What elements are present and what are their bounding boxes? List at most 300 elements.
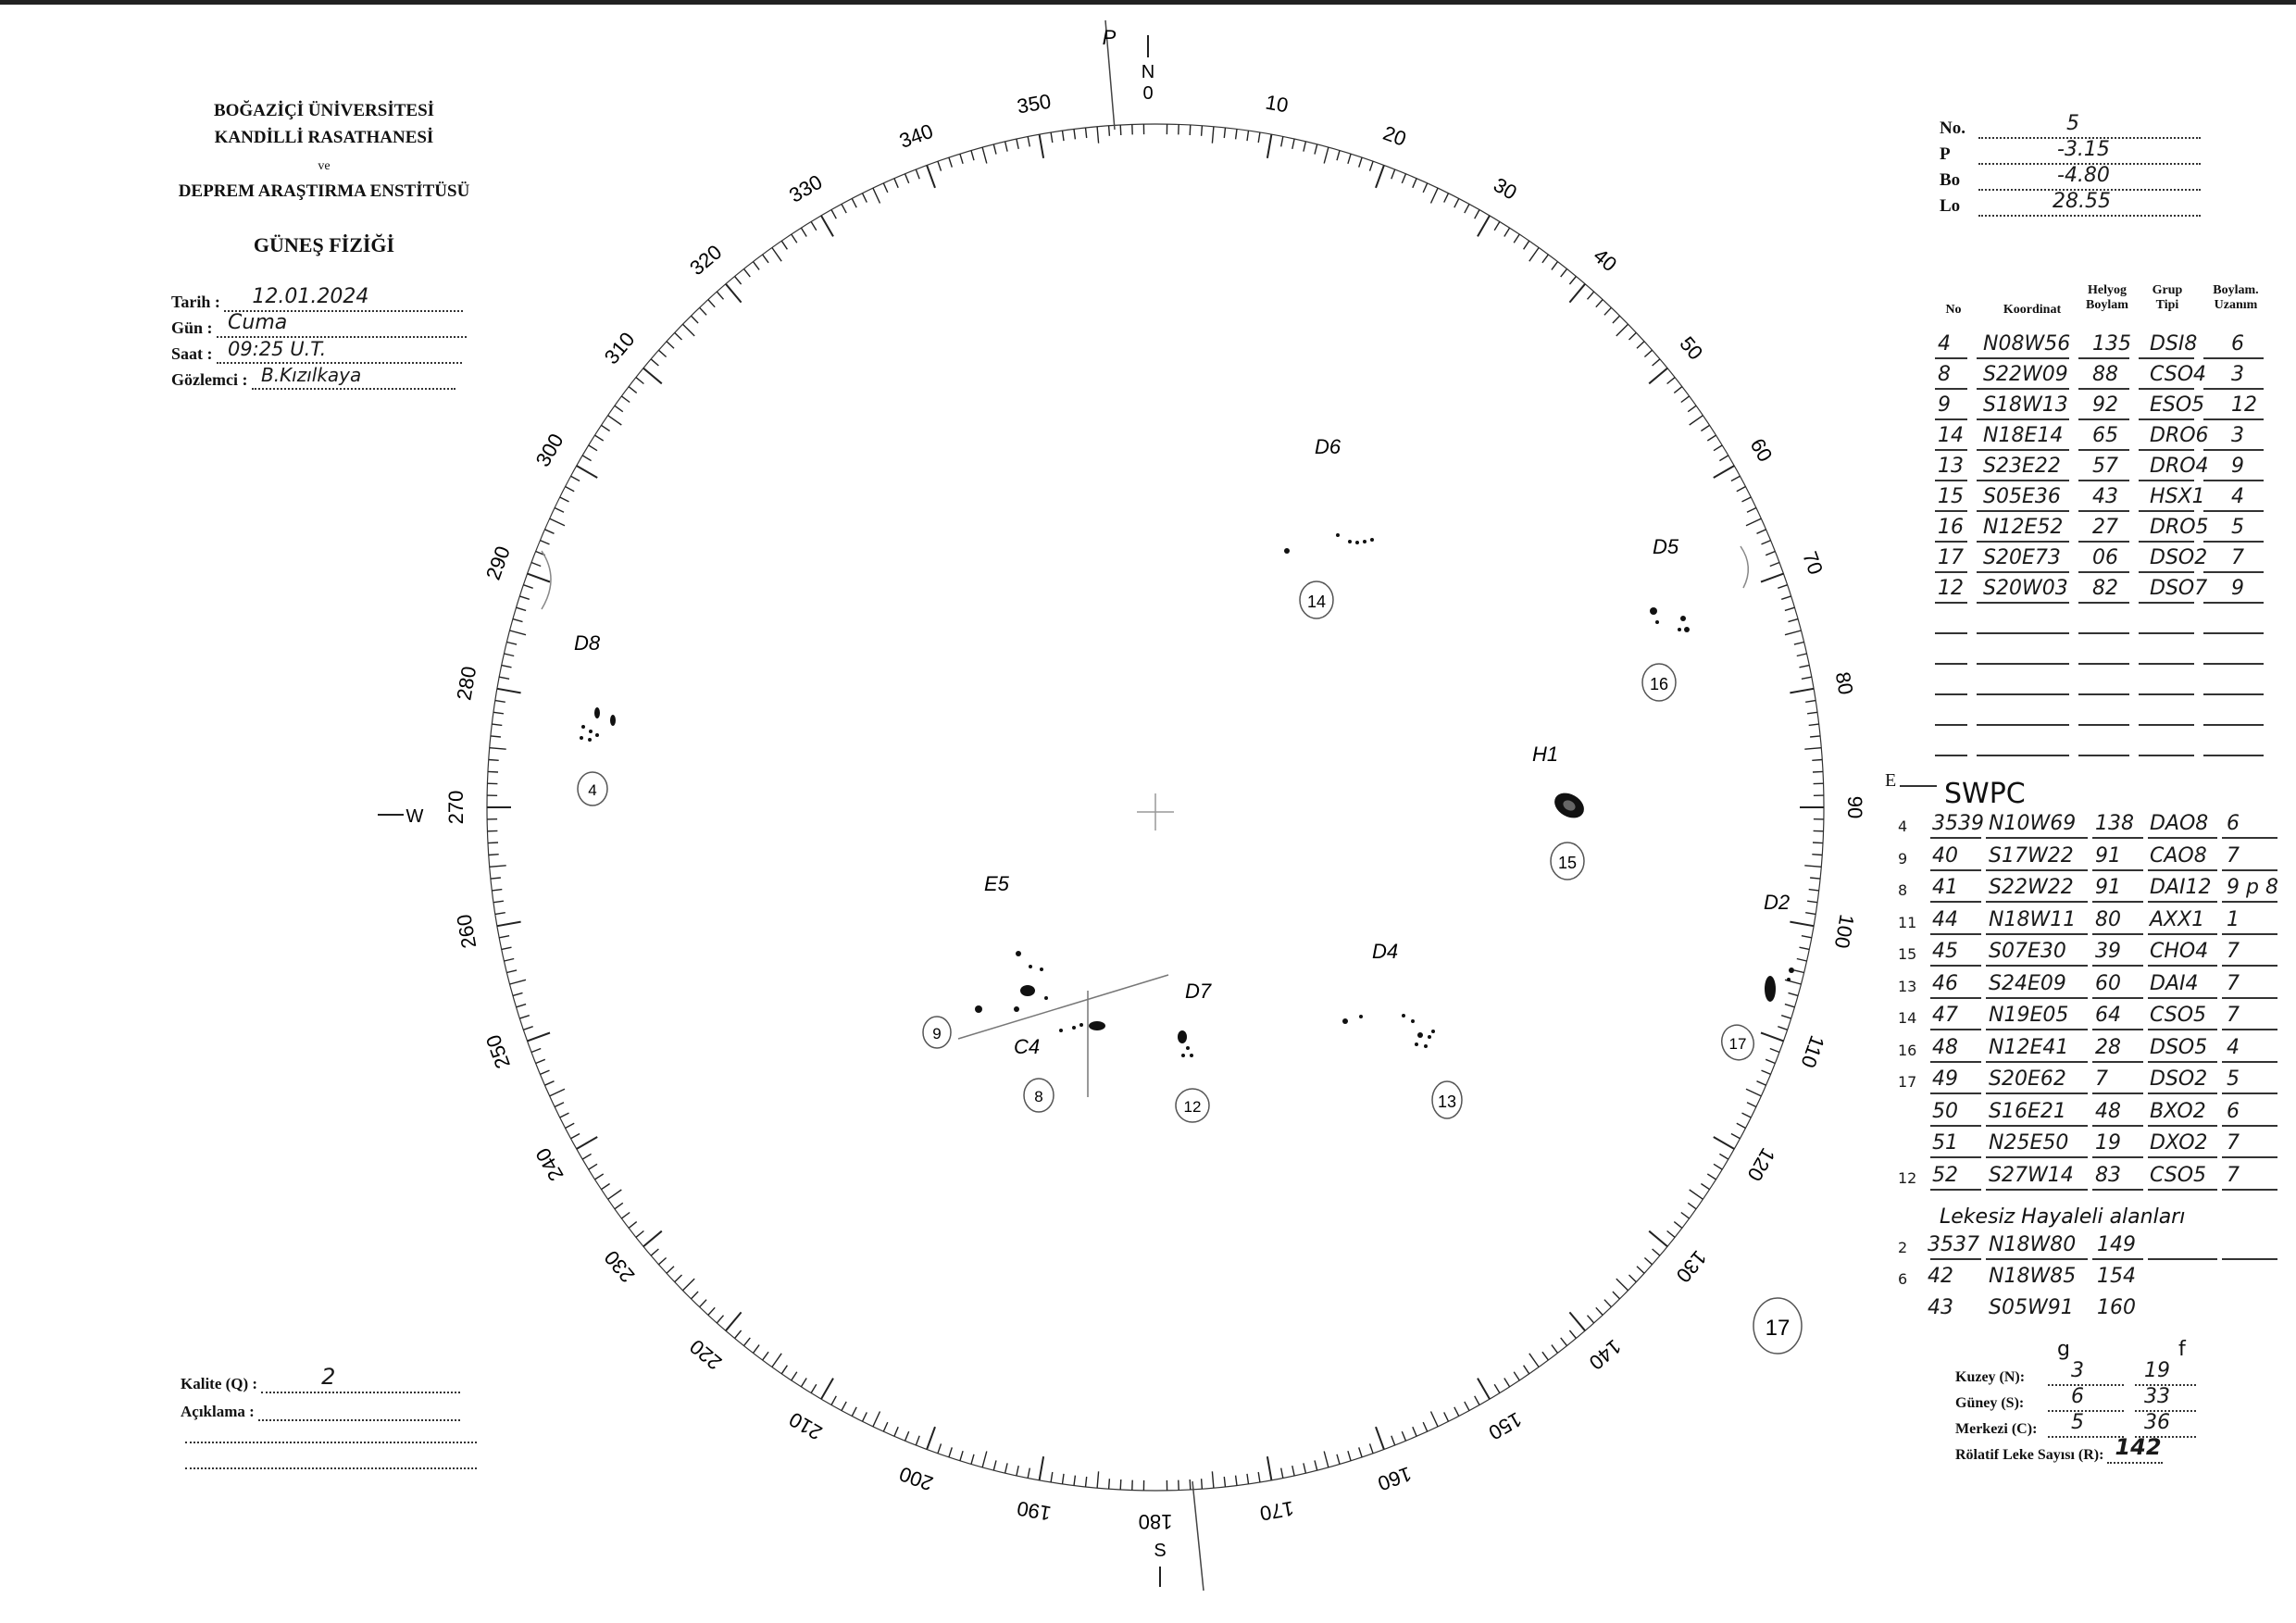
table-cell: 92 [2092, 393, 2118, 417]
scale-tick [571, 1134, 580, 1139]
scale-tick [1454, 1407, 1459, 1417]
swpc-cell: S16E21 [1989, 1099, 2066, 1123]
table-cell: DRO4 [2150, 455, 2209, 478]
scale-tick [1524, 1366, 1529, 1374]
scale-tick [1040, 134, 1044, 158]
scale-tick [1017, 1466, 1018, 1476]
group-label: D6 [1315, 435, 1341, 458]
swpc-cell: 7 [2095, 1067, 2108, 1091]
group-number: 9 [932, 1025, 942, 1042]
swpc-cell: S22W22 [1989, 876, 2074, 899]
table-cell: 57 [2092, 455, 2118, 478]
scale-tick [1613, 316, 1620, 323]
scale-tick [708, 1307, 715, 1315]
scale-tick [1478, 216, 1490, 237]
merkezi-label: Merkezi (C): [1955, 1421, 2038, 1437]
scale-tick [1569, 277, 1576, 285]
group-number: 4 [588, 781, 597, 799]
scale-tick [523, 1027, 532, 1030]
scale-tick [1809, 724, 1819, 725]
scale-tick [1731, 476, 1741, 481]
scale-tick [1028, 1468, 1029, 1479]
scale-tick [735, 1330, 742, 1339]
scale-tick [1212, 1471, 1214, 1488]
table-cell: N12E52 [1983, 516, 2064, 539]
table-cell: 15 [1938, 485, 1964, 508]
scale-tick [1766, 552, 1775, 556]
scale-tick [544, 530, 554, 534]
group-d7 [1176, 980, 1212, 1122]
swpc-cell: 51 [1932, 1131, 1958, 1155]
scale-tick [1785, 630, 1801, 635]
p-axis-line-south [1192, 1481, 1204, 1591]
scale-tick [651, 1249, 658, 1255]
scale-tick [1588, 292, 1594, 299]
scale-tick [1613, 1292, 1620, 1299]
scale-tick [960, 154, 963, 164]
scale-tick [528, 574, 551, 582]
scale-tick [692, 1292, 699, 1299]
scale-tick [1674, 1222, 1682, 1229]
table-cell: S05E36 [1983, 485, 2061, 508]
guney-f: 33 [2144, 1385, 2170, 1408]
scale-tick [493, 712, 504, 714]
scale-tick [1737, 1123, 1746, 1128]
swpc-cell: 46 [1932, 971, 1958, 995]
guney-g: 6 [2071, 1385, 2084, 1408]
scale-tick [1423, 183, 1428, 193]
scale-tick [595, 435, 604, 441]
scale-tick [1454, 198, 1459, 207]
scale-tick [949, 157, 952, 168]
scale-tick [493, 901, 504, 903]
scale-tick [1465, 204, 1469, 213]
swpc-note: Lekesiz Hayaleli alanları [1940, 1205, 2186, 1229]
scale-tick [608, 416, 622, 425]
scale-tick [1324, 1452, 1329, 1467]
scale-tick [1797, 959, 1807, 962]
scale-label: 240 [530, 1143, 568, 1185]
scale-tick [852, 198, 856, 207]
scale-label: 120 [1742, 1143, 1780, 1185]
scale-label: 40 [1589, 243, 1622, 277]
scale-tick [1569, 1330, 1576, 1339]
scale-tick [916, 169, 919, 179]
scale-label: 30 [1489, 172, 1521, 205]
scale-tick [531, 563, 541, 567]
scale-tick [1649, 368, 1667, 384]
scale-tick [489, 760, 499, 761]
circled-number: 16 [1898, 1041, 1917, 1059]
swpc-cell: 1 [2227, 907, 2240, 931]
group-e5 [923, 872, 1048, 1048]
scale-tick [1637, 342, 1644, 349]
scale-tick [1719, 456, 1728, 461]
scale-tick [1281, 137, 1283, 147]
scale-tick [1746, 1089, 1761, 1096]
scale-tick [993, 144, 996, 155]
scale-tick [615, 1203, 623, 1209]
no-value: 5 [2066, 112, 2079, 135]
swpc-extra-cell: 149 [2097, 1233, 2136, 1256]
group-d5 [1642, 535, 1690, 701]
swpc-cell: CSO5 [2150, 1163, 2207, 1187]
scale-tick [577, 1137, 598, 1149]
scale-tick [1644, 350, 1652, 356]
table-cell: 6 [2231, 332, 2244, 356]
scale-tick [1813, 771, 1823, 772]
swpc-extra-cell: N18W85 [1989, 1265, 2077, 1288]
circled-number: 4 [1898, 818, 1908, 835]
table-cell: 06 [2092, 546, 2118, 569]
swpc-cell: 52 [1932, 1163, 1958, 1187]
scale-tick [1681, 396, 1690, 403]
scale-tick [842, 204, 846, 213]
scale-tick [1785, 607, 1795, 610]
scale-tick [1653, 359, 1660, 366]
scale-label: 180 [1138, 1510, 1173, 1534]
scale-tick [801, 228, 806, 236]
table-cell: 9 [2231, 455, 2244, 478]
scale-tick [1040, 1456, 1044, 1480]
scale-tick [993, 1460, 996, 1470]
scale-tick [506, 643, 517, 645]
table-cell: 8 [1938, 363, 1951, 386]
table-cell: DSO2 [2150, 546, 2208, 569]
scale-tick [1737, 487, 1746, 492]
group-d8 [574, 631, 616, 805]
scale-tick [667, 1267, 674, 1274]
scale-label: 200 [895, 1462, 937, 1496]
scale-tick [1465, 1402, 1469, 1411]
g-header: g [2057, 1338, 2070, 1361]
swpc-cell: 49 [1932, 1067, 1958, 1091]
group-number: 8 [1034, 1088, 1043, 1105]
scale-tick [1504, 228, 1510, 236]
swpc-cell: DSO2 [2150, 1067, 2208, 1091]
scale-tick [1423, 1422, 1428, 1431]
scale-tick [683, 324, 695, 336]
scale-tick [772, 248, 781, 262]
scale-tick [1766, 1059, 1775, 1063]
scale-tick [781, 1366, 787, 1374]
scale-tick [1258, 132, 1260, 143]
table-cell: 135 [2092, 332, 2131, 356]
scale-tick [1747, 1103, 1756, 1107]
scale-label: 210 [785, 1407, 827, 1445]
scale-tick [651, 359, 658, 366]
circled-number: 15 [1898, 945, 1917, 963]
table-cell: 27 [2092, 516, 2118, 539]
scale-label: 230 [599, 1245, 640, 1288]
scale-tick [1086, 1477, 1087, 1487]
swpc-extra-cell: 154 [2097, 1265, 2136, 1288]
scale-tick [873, 188, 880, 203]
scale-label: 70 [1798, 548, 1828, 578]
scale-tick [495, 701, 505, 703]
swpc-cell: 40 [1932, 843, 1958, 868]
scale-tick [1348, 154, 1351, 164]
scale-tick [905, 1431, 909, 1441]
swpc-cell: 80 [2095, 907, 2121, 931]
scale-tick [571, 476, 580, 481]
scale-tick [1757, 1081, 1766, 1086]
bo-label: Bo [1940, 170, 1961, 190]
swpc-cell: 60 [2095, 971, 2121, 995]
table-cell: 9 [1938, 393, 1951, 417]
scale-label: 60 [1745, 434, 1778, 467]
north-zero: 0 [1142, 83, 1154, 104]
scale-tick [1707, 435, 1716, 441]
scale-tick [544, 1081, 554, 1086]
scale-tick [1714, 1137, 1735, 1149]
scale-tick [1552, 1345, 1558, 1354]
guney-label: Güney (S): [1955, 1395, 2025, 1411]
scale-tick [1790, 689, 1814, 693]
lo-value: 28.55 [2053, 190, 2111, 213]
scale-tick [566, 1123, 575, 1128]
kuzey-label: Kuzey (N): [1955, 1369, 2026, 1385]
scale-tick [821, 1379, 833, 1400]
limb-mark-right [1741, 546, 1748, 588]
scale-tick [658, 1258, 666, 1265]
scale-tick [1778, 585, 1787, 589]
scale-tick [675, 1275, 682, 1282]
scale-tick [513, 993, 523, 995]
table-cell: N18E14 [1983, 424, 2064, 447]
swpc-cell: 64 [2095, 1004, 2121, 1027]
west-label: W [406, 806, 424, 827]
scale-tick [540, 1070, 549, 1074]
circled-number: 6 [1898, 1270, 1908, 1288]
scale-tick [971, 151, 974, 161]
swpc-cell: 47 [1932, 1004, 1958, 1027]
scale-tick [1236, 1476, 1237, 1486]
swpc-cell: 41 [1932, 876, 1958, 899]
swpc-cell: 91 [2095, 843, 2121, 868]
scale-tick [560, 1113, 569, 1117]
table-cell: ESO5 [2150, 393, 2205, 417]
scale-label: 90 [1843, 795, 1867, 819]
swpc-cell: 7 [2227, 843, 2240, 868]
gozlemci-value: B.Kızılkaya [260, 364, 362, 386]
swpc-cell: CAO8 [2150, 843, 2207, 868]
scale-tick [1770, 563, 1779, 567]
scale-tick [1762, 541, 1771, 544]
scale-tick [1747, 508, 1756, 513]
east-marker-right: E [1885, 770, 1897, 791]
scale-tick [540, 541, 549, 544]
scale-tick [1596, 1307, 1603, 1315]
scale-tick [1762, 1070, 1771, 1074]
scale-tick [1707, 1174, 1716, 1180]
scale-tick [726, 284, 742, 303]
table-cell: DSO7 [2150, 577, 2208, 600]
group-d2 [1717, 891, 1794, 1065]
scale-tick [1790, 922, 1814, 927]
scale-tick [938, 161, 942, 170]
scale-tick [629, 1222, 637, 1229]
scale-tick [1267, 134, 1272, 158]
scale-tick [1688, 406, 1696, 412]
scale-label: 140 [1584, 1334, 1626, 1375]
swpc-extra-cell: 42 [1928, 1265, 1953, 1288]
col-header-helyog: Helyog Boylam [2086, 283, 2128, 312]
gun-label: Gün : [171, 318, 213, 337]
swpc-cell: DXO2 [2150, 1131, 2208, 1155]
scale-tick [1086, 128, 1087, 138]
scale-tick [497, 689, 521, 693]
scale-tick [1812, 760, 1822, 761]
scale-tick [1809, 890, 1819, 891]
scale-tick [982, 1452, 987, 1467]
scale-tick [1524, 241, 1529, 249]
scale-tick [560, 497, 569, 502]
scale-tick [744, 1338, 751, 1346]
scale-tick [582, 1154, 592, 1159]
scale-tick [1797, 654, 1807, 656]
scale-tick [916, 1436, 919, 1445]
swpc-cell: 50 [1932, 1099, 1958, 1123]
scale-tick [1370, 1443, 1374, 1453]
swpc-cell: 6 [2227, 812, 2240, 835]
rolatif-value: 142 [2115, 1434, 2162, 1460]
scale-tick [1359, 157, 1362, 168]
scale-tick [1542, 1352, 1549, 1360]
group-number: 13 [1437, 1092, 1457, 1111]
circled-number: 11 [1898, 913, 1917, 931]
col-header-koordinat: Koordinat [2003, 303, 2062, 317]
scale-tick [763, 1352, 769, 1360]
scale-tick [589, 1164, 597, 1169]
scale-tick [1789, 993, 1799, 995]
scale-tick [1742, 1113, 1752, 1117]
aciklama-label: Açıklama : [181, 1403, 255, 1420]
swpc-cell: 7 [2227, 971, 2240, 995]
scale-tick [938, 1443, 942, 1453]
scale-tick [510, 980, 526, 984]
scale-tick [863, 1412, 867, 1421]
p-axis-label: P [1102, 26, 1117, 49]
swpc-cell: N19E05 [1989, 1004, 2069, 1027]
gozlemci-label: Gözlemci : [171, 370, 248, 389]
scale-tick [577, 466, 598, 478]
scale-tick [1757, 530, 1766, 534]
scale-tick [517, 1005, 527, 1007]
scale-tick [1258, 1472, 1260, 1482]
swpc-cell: 5 [2227, 1067, 2240, 1091]
scale-tick [490, 748, 506, 750]
institution-line-2: KANDİLLİ RASATHANESİ [214, 128, 434, 147]
table-cell: S18W13 [1983, 393, 2068, 417]
scale-tick [1781, 1016, 1791, 1018]
table-cell: N08W56 [1983, 332, 2071, 356]
scale-tick [1413, 1427, 1416, 1436]
scale-tick [1109, 126, 1110, 136]
scale-tick [1236, 130, 1237, 140]
scale-tick [1629, 1275, 1637, 1282]
scale-tick [497, 922, 521, 927]
scale-tick [692, 316, 699, 323]
swpc-cell: 91 [2095, 876, 2121, 899]
scale-tick [1376, 1427, 1384, 1449]
swpc-cell: 4 [2227, 1035, 2240, 1059]
scale-tick [505, 654, 515, 656]
scale-tick [842, 1402, 846, 1411]
scale-tick [1391, 1436, 1395, 1445]
table-cell: 16 [1938, 516, 1964, 539]
scale-label: 320 [685, 240, 727, 281]
scale-tick [643, 1231, 662, 1247]
scale-tick [1807, 712, 1817, 714]
group-label: E5 [984, 872, 1009, 895]
scale-tick [523, 585, 532, 589]
scale-tick [1120, 1479, 1121, 1490]
scale-tick [499, 936, 509, 938]
scale-tick [1292, 1466, 1294, 1476]
scale-tick [536, 1059, 545, 1063]
scale-tick [1714, 445, 1722, 451]
scale-tick [1688, 1203, 1696, 1209]
scale-tick [1810, 878, 1820, 879]
group-label: D8 [574, 631, 601, 655]
scale-tick [717, 1316, 723, 1323]
scale-tick [528, 1033, 551, 1042]
scale-label: 280 [452, 664, 481, 703]
scale-label: 330 [785, 169, 827, 207]
scale-tick [792, 1372, 797, 1380]
scale-tick [1376, 166, 1384, 188]
scale-tick [1804, 748, 1821, 750]
scale-tick [1402, 1431, 1405, 1441]
kuzey-f: 19 [2144, 1359, 2170, 1382]
scale-tick [1247, 1474, 1249, 1484]
scale-tick [1731, 1134, 1741, 1139]
scale-tick [1588, 1316, 1594, 1323]
scale-tick [491, 878, 501, 879]
scale-tick [1810, 736, 1820, 737]
scale-tick [629, 387, 637, 393]
swpc-cell: 28 [2095, 1035, 2121, 1059]
scale-tick [1324, 147, 1329, 163]
scale-label: 20 [1379, 120, 1410, 151]
saat-label: Saat : [171, 344, 213, 363]
scale-tick [1212, 127, 1214, 144]
scale-tick [735, 277, 742, 285]
scale-tick [608, 1190, 622, 1199]
group-d6 [1284, 435, 1374, 618]
scale-tick [1359, 1447, 1362, 1457]
scale-tick [502, 666, 512, 668]
scale-label: 290 [480, 543, 515, 583]
scale-tick [927, 1427, 935, 1449]
scale-tick [1561, 268, 1567, 277]
scale-tick [502, 947, 512, 949]
saat-value: 09:25 U.T. [228, 338, 327, 360]
scale-tick [1504, 1379, 1510, 1387]
table-cell: 9 [2231, 577, 2244, 600]
scale-label: 50 [1675, 331, 1708, 365]
scale-tick [517, 607, 527, 610]
swpc-cell: 138 [2095, 812, 2134, 835]
swpc-extra-cell: N18W80 [1989, 1233, 2077, 1256]
scale-tick [700, 307, 707, 315]
scale-tick [1202, 1479, 1203, 1489]
table-cell: 13 [1938, 455, 1964, 478]
swpc-cell: S24E09 [1989, 971, 2066, 995]
scale-tick [667, 342, 674, 349]
scale-tick [1804, 866, 1821, 868]
